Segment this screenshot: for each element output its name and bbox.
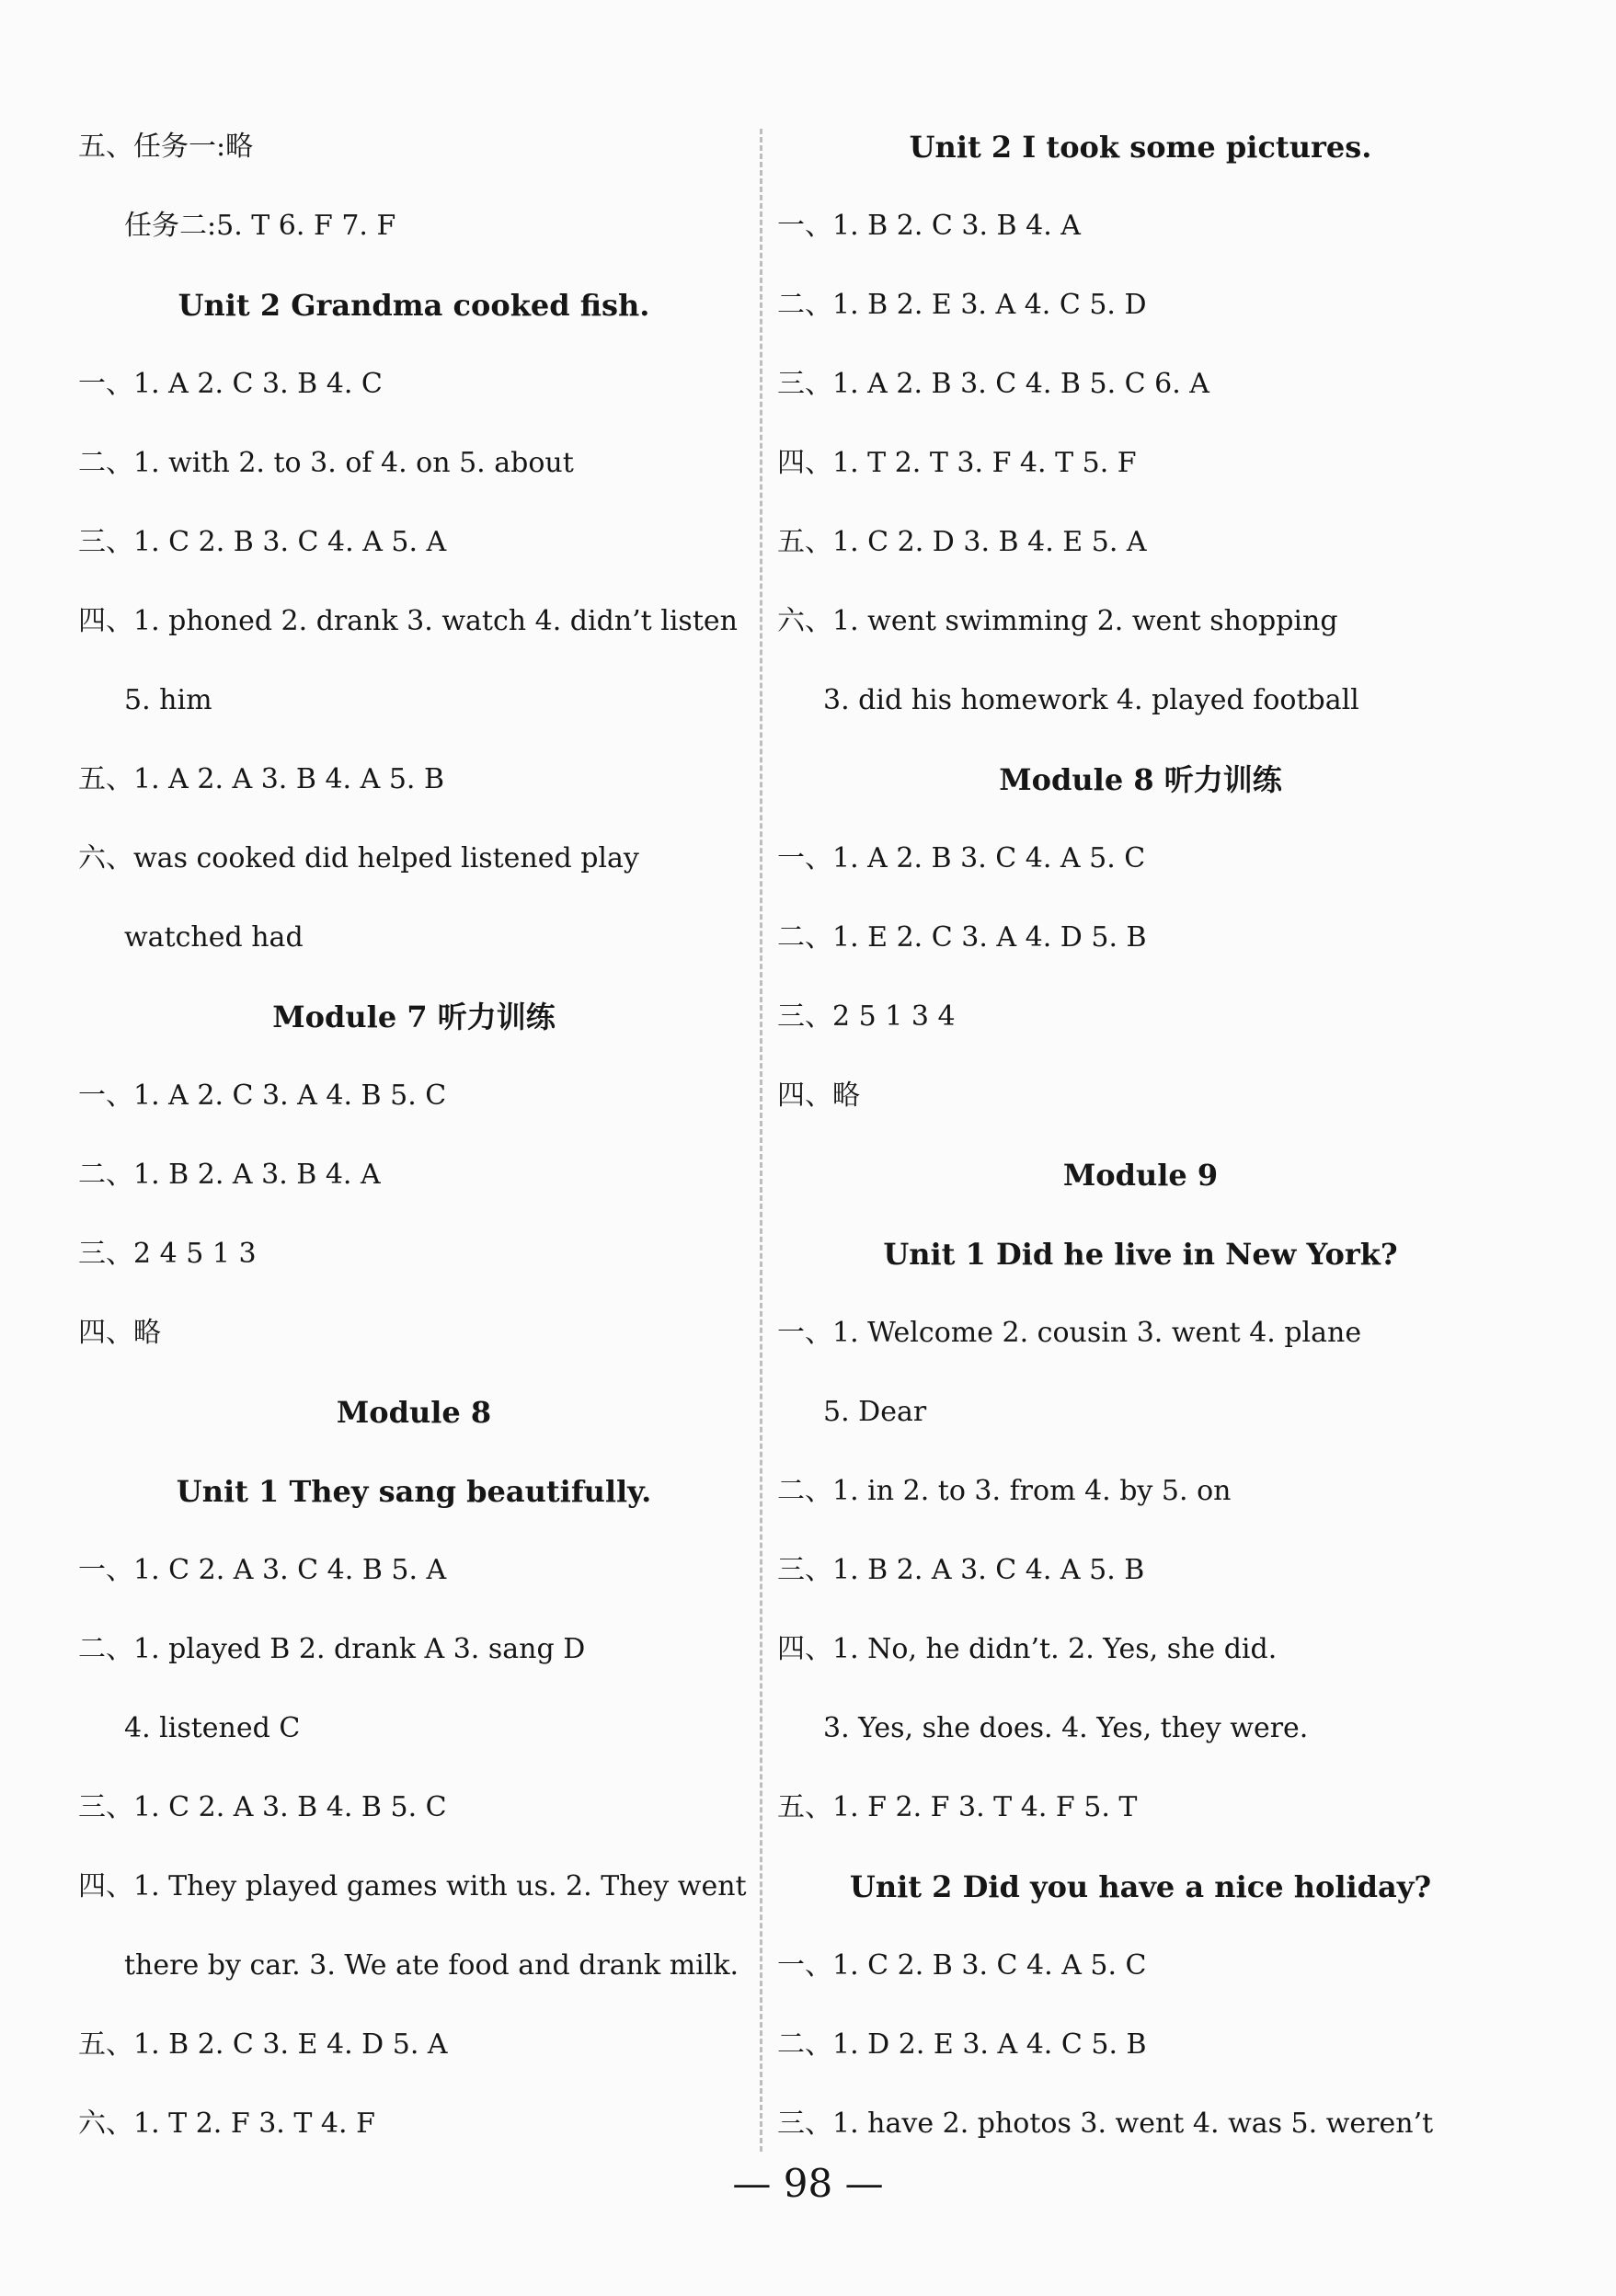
answer-line: 四、1. T 2. T 3. F 4. T 5. F <box>777 447 1137 479</box>
answer-line: 一、1. C 2. B 3. C 4. A 5. C <box>777 1949 1147 1982</box>
answer-line: 三、1. C 2. B 3. C 4. A 5. A <box>78 526 447 558</box>
answer-line: there by car. 3. We ate food and drank milk. <box>124 1949 739 1982</box>
answer-line: 五、1. B 2. C 3. E 4. D 5. A <box>78 2028 448 2061</box>
answer-line: 四、略 <box>78 1317 161 1349</box>
answer-line: 三、2 5 1 3 4 <box>777 1000 956 1033</box>
module-heading: Module 7 听力训练 <box>272 1000 556 1034</box>
answer-line: 五、1. F 2. F 3. T 4. F 5. T <box>777 1791 1138 1823</box>
module-heading: Module 9 <box>1062 1158 1219 1193</box>
answer-line: 4. listened C <box>124 1712 301 1744</box>
answer-line: 3. Yes, she does. 4. Yes, they were. <box>823 1712 1309 1744</box>
answer-line: 三、1. A 2. B 3. C 4. B 5. C 6. A <box>777 368 1209 400</box>
answer-line: 5. him <box>124 684 212 716</box>
unit-heading: Unit 1 They sang beautifully. <box>176 1474 652 1509</box>
answer-line: 三、1. C 2. A 3. B 4. B 5. C <box>78 1791 447 1823</box>
answer-line: 二、1. played B 2. drank A 3. sang D <box>78 1633 586 1665</box>
answer-line: 二、1. with 2. to 3. of 4. on 5. about <box>78 447 574 479</box>
answer-line: 四、1. phoned 2. drank 3. watch 4. didn’t listen <box>78 605 738 637</box>
answer-line: 五、1. A 2. A 3. B 4. A 5. B <box>78 763 445 795</box>
answer-line: 一、1. A 2. C 3. B 4. C <box>78 368 383 400</box>
answer-line: 一、1. B 2. C 3. B 4. A <box>777 210 1081 242</box>
answer-line: 5. Dear <box>823 1396 927 1428</box>
answer-line: 一、1. Welcome 2. cousin 3. went 4. plane <box>777 1317 1362 1349</box>
answer-line: 一、1. C 2. A 3. C 4. B 5. A <box>78 1554 447 1586</box>
answer-line: 六、1. went swimming 2. went shopping <box>777 605 1338 637</box>
unit-heading: Unit 1 Did he live in New York? <box>883 1237 1398 1272</box>
answer-line: 3. did his homework 4. played football <box>823 684 1359 716</box>
answer-line: 四、略 <box>777 1079 860 1112</box>
answer-line: 五、任务一:略 <box>78 131 254 163</box>
answer-line: 二、1. B 2. E 3. A 4. C 5. D <box>777 289 1147 321</box>
answer-line: 六、was cooked did helped listened play <box>78 842 639 874</box>
answer-line: 三、1. have 2. photos 3. went 4. was 5. weren’t <box>777 2108 1434 2140</box>
module-heading: Module 8 听力训练 <box>999 762 1282 797</box>
answer-line: 二、1. in 2. to 3. from 4. by 5. on <box>777 1475 1232 1507</box>
answer-line: 三、2 4 5 1 3 <box>78 1238 257 1270</box>
answer-line: 任务二:5. T 6. F 7. F <box>124 210 396 242</box>
answer-line: 四、1. No, he didn’t. 2. Yes, she did. <box>777 1633 1278 1665</box>
answer-line: 三、1. B 2. A 3. C 4. A 5. B <box>777 1554 1145 1586</box>
unit-heading: Unit 2 Grandma cooked fish. <box>178 288 650 323</box>
answer-line: 二、1. D 2. E 3. A 4. C 5. B <box>777 2028 1147 2061</box>
answer-line: 四、1. They played games with us. 2. They went <box>78 1870 747 1902</box>
column-divider <box>760 129 762 2152</box>
answer-line: 一、1. A 2. C 3. A 4. B 5. C <box>78 1079 447 1112</box>
answer-line: 六、1. T 2. F 3. T 4. F <box>78 2108 375 2140</box>
answer-line: 二、1. B 2. A 3. B 4. A <box>78 1159 381 1191</box>
answer-line: watched had <box>124 921 304 954</box>
unit-heading: Unit 2 I took some pictures. <box>909 130 1372 165</box>
answer-line: 二、1. E 2. C 3. A 4. D 5. B <box>777 921 1147 954</box>
answer-line: 一、1. A 2. B 3. C 4. A 5. C <box>777 842 1146 874</box>
module-heading: Module 8 <box>336 1395 492 1430</box>
page-number: — 98 — <box>732 2161 884 2206</box>
answer-line: 五、1. C 2. D 3. B 4. E 5. A <box>777 526 1147 558</box>
unit-heading: Unit 2 Did you have a nice holiday? <box>849 1869 1432 1904</box>
